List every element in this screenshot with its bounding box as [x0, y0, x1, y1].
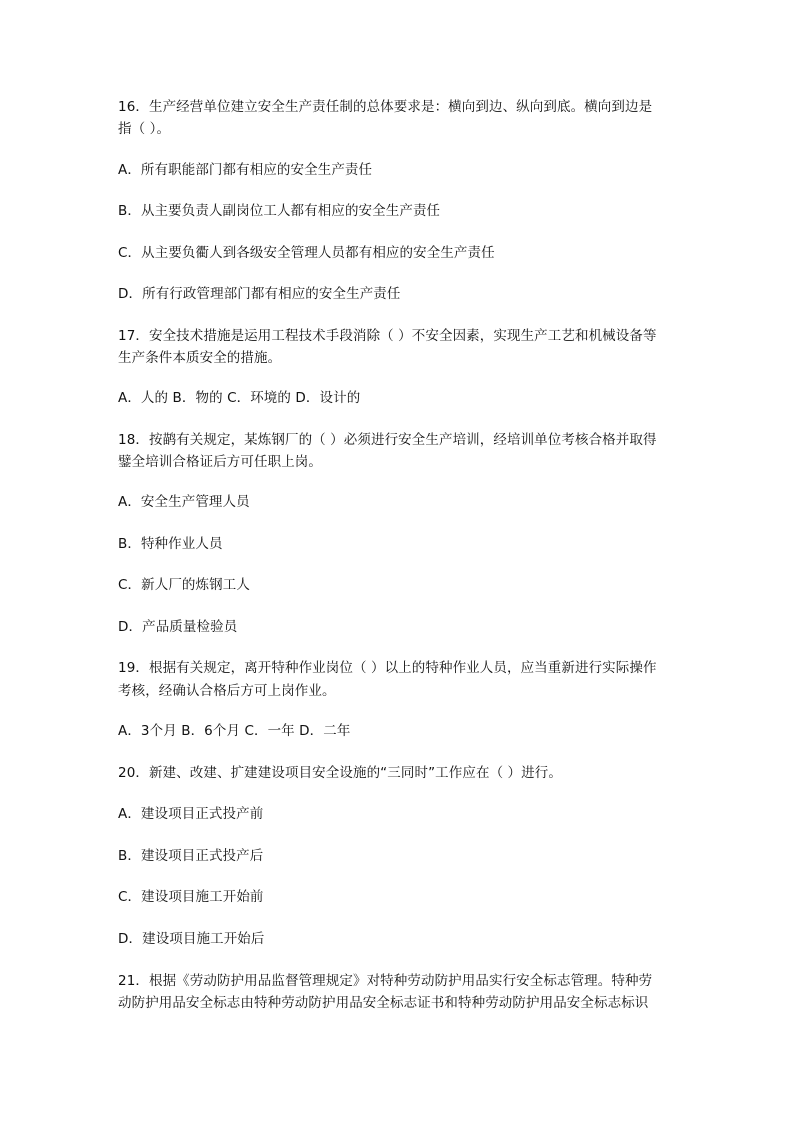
q16-option-d: D．所有行政管理部门都有相应的安全生产责任: [118, 286, 401, 302]
q19-stem-line-2: 考核，经确认合格后方可上岗作业。: [118, 683, 336, 699]
q16-stem-line-1: 16．生产经营单位建立安全生产责任制的总体要求是：横向到边、纵向到底。横向到边是: [118, 99, 653, 115]
q17-stem-line-1: 17．安全技术措施是运用工程技术手段消除（ ）不安全因素，实现生产工艺和机械设备等: [118, 328, 657, 344]
q18-option-b: B．特种作业人员: [118, 536, 223, 552]
q20-stem: 20．新建、改建、扩建建设项目安全设施的“三同时”工作应在（ ）进行。: [118, 765, 562, 781]
q20-option-c: C．建设项目施工开始前: [118, 889, 264, 905]
q18-option-a: A．安全生产管理人员: [118, 494, 250, 510]
q17-stem-line-2: 生产条件本质安全的措施。: [118, 350, 282, 366]
q16-option-b: B．从主要负责人副岗位工人都有相应的安全生产责任: [118, 203, 441, 219]
q21-stem-line-1: 21．根据《劳动防护用品监督管理规定》对特种劳动防护用品实行安全标志管理。特种劳: [118, 973, 653, 989]
q18-option-d: D．产品质量检验员: [118, 619, 238, 635]
q18-stem-line-2: 鐾全培训合格证后方可任职上岗。: [118, 454, 322, 470]
q18-option-c: C．新人厂的炼钢工人: [118, 577, 250, 593]
q16-stem-line-2: 指（ ）。: [118, 121, 171, 137]
q21-stem-line-2: 动防护用品安全标志由特种劳动防护用品安全标志证书和特种劳动防护用品安全标志标识: [118, 995, 649, 1011]
q16-option-a: A．所有职能部门都有相应的安全生产责任: [118, 162, 373, 178]
q20-option-a: A．建设项目正式投产前: [118, 806, 264, 822]
q18-stem-line-1: 18．按鹋有关规定，某炼钢厂的（ ）必须进行安全生产培训，经培训单位考核合格并取得: [118, 432, 657, 448]
q17-options: A．人的 B．物的 C．环境的 D．设计的: [118, 390, 361, 406]
q16-option-c: C．从主要负衢人到各级安全管理人员都有相应的安全生产责任: [118, 245, 495, 261]
q20-option-d: D．建设项目施工开始后: [118, 931, 265, 947]
q20-option-b: B．建设项目正式投产后: [118, 848, 264, 864]
q19-options: A．3个月 B．6个月 C．一年 D．二年: [118, 723, 351, 739]
q19-stem-line-1: 19．根据有关规定，离开特种作业岗位（ ）以上的特种作业人员，应当重新进行实际操作: [118, 660, 657, 676]
